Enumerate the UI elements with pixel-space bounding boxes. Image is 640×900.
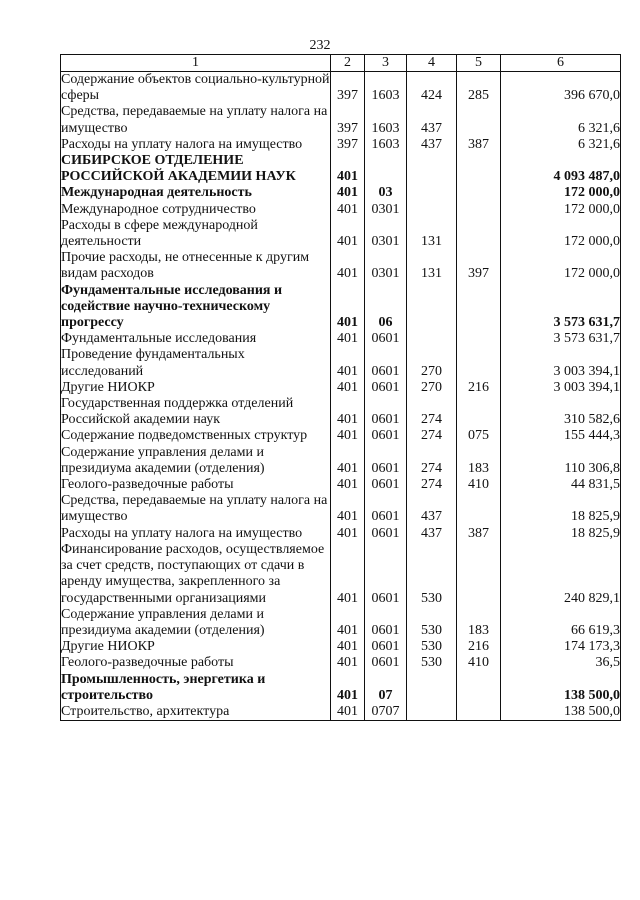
table-row: [61, 526, 621, 542]
amount-cell: 18 825,9: [501, 493, 621, 525]
target-code-cell: 274: [407, 428, 457, 444]
ministry-code-cell: 401: [331, 542, 365, 607]
item-name-cell: Расходы на уплату налога на имущество: [61, 526, 331, 542]
table-row: [61, 704, 621, 721]
column-header: 6: [501, 55, 621, 72]
section-code-cell: 0601: [365, 396, 407, 428]
column-header: 4: [407, 55, 457, 72]
amount-cell: 174 173,3: [501, 639, 621, 655]
item-name-cell: Содержание управления делами и президиума академии (отделения): [61, 607, 331, 639]
target-code-cell: 131: [407, 218, 457, 250]
section-code-cell: 1603: [365, 72, 407, 105]
column-header: 2: [331, 55, 365, 72]
amount-cell: 240 829,1: [501, 542, 621, 607]
table-row: [61, 347, 621, 379]
target-code-cell: [407, 331, 457, 347]
ministry-code-cell: 401: [331, 202, 365, 218]
item-name-cell: Другие НИОКР: [61, 639, 331, 655]
table-row: [61, 428, 621, 444]
section-code-cell: 0601: [365, 655, 407, 671]
amount-cell: 172 000,0: [501, 185, 621, 201]
table-row: [61, 672, 621, 704]
expense-code-cell: [457, 493, 501, 525]
target-code-cell: [407, 153, 457, 185]
target-code-cell: [407, 202, 457, 218]
target-code-cell: 274: [407, 477, 457, 493]
section-code-cell: 0601: [365, 542, 407, 607]
table-row: [61, 396, 621, 428]
item-name-cell: Фундаментальные исследования: [61, 331, 331, 347]
section-code-cell: 07: [365, 672, 407, 704]
amount-cell: 3 003 394,1: [501, 380, 621, 396]
expense-code-cell: [457, 542, 501, 607]
target-code-cell: 274: [407, 396, 457, 428]
amount-cell: 396 670,0: [501, 72, 621, 105]
table-row: [61, 655, 621, 671]
page-number: 232: [309, 38, 331, 53]
expense-code-cell: [457, 153, 501, 185]
budget-table: [60, 54, 621, 721]
expense-code-cell: 183: [457, 445, 501, 477]
item-name-cell: Средства, передаваемые на уплату налога на имущество: [61, 104, 331, 136]
item-name-cell: Прочие расходы, не отнесенные к другим видам расходов: [61, 250, 331, 282]
item-name-cell: Геолого-разведочные работы: [61, 655, 331, 671]
section-code-cell: 03: [365, 185, 407, 201]
section-code-cell: 0301: [365, 218, 407, 250]
column-header: 3: [365, 55, 407, 72]
table-row: [61, 639, 621, 655]
section-code-cell: 0601: [365, 493, 407, 525]
section-code-cell: [365, 153, 407, 185]
target-code-cell: [407, 704, 457, 721]
ministry-code-cell: 401: [331, 704, 365, 721]
table-row: [61, 283, 621, 332]
table-row: [61, 153, 621, 185]
item-name-cell: Содержание управления делами и президиума академии (отделения): [61, 445, 331, 477]
target-code-cell: [407, 185, 457, 201]
amount-cell: 44 831,5: [501, 477, 621, 493]
expense-code-cell: 410: [457, 477, 501, 493]
ministry-code-cell: 401: [331, 250, 365, 282]
expense-code-cell: [457, 202, 501, 218]
item-name-cell: Финансирование расходов, осуществляемое за счет средств, поступающих от сдачи в аренду имущества, закрепленного за государственными организациями: [61, 542, 331, 607]
expense-code-cell: 285: [457, 72, 501, 105]
ministry-code-cell: 401: [331, 526, 365, 542]
item-name-cell: Международное сотрудничество: [61, 202, 331, 218]
expense-code-cell: 216: [457, 639, 501, 655]
ministry-code-cell: 397: [331, 72, 365, 105]
ministry-code-cell: 397: [331, 137, 365, 153]
item-name-cell: Проведение фундаментальных исследований: [61, 347, 331, 379]
table-row: [61, 607, 621, 639]
section-code-cell: 0601: [365, 639, 407, 655]
expense-code-cell: 387: [457, 137, 501, 153]
ministry-code-cell: 401: [331, 347, 365, 379]
section-code-cell: 0601: [365, 445, 407, 477]
amount-cell: 110 306,8: [501, 445, 621, 477]
section-code-cell: 0601: [365, 477, 407, 493]
amount-cell: 6 321,6: [501, 104, 621, 136]
section-code-cell: 0301: [365, 202, 407, 218]
expense-code-cell: 397: [457, 250, 501, 282]
item-name-cell: Строительство, архитектура: [61, 704, 331, 721]
ministry-code-cell: 397: [331, 104, 365, 136]
target-code-cell: 530: [407, 607, 457, 639]
ministry-code-cell: 401: [331, 331, 365, 347]
amount-cell: 3 003 394,1: [501, 347, 621, 379]
column-header: 1: [61, 55, 331, 72]
ministry-code-cell: 401: [331, 607, 365, 639]
table-row: [61, 493, 621, 525]
table-row: [61, 542, 621, 607]
amount-cell: 3 573 631,7: [501, 283, 621, 332]
target-code-cell: [407, 672, 457, 704]
section-code-cell: 0601: [365, 380, 407, 396]
table-row: [61, 104, 621, 136]
target-code-cell: 530: [407, 542, 457, 607]
ministry-code-cell: 401: [331, 283, 365, 332]
ministry-code-cell: 401: [331, 428, 365, 444]
expense-code-cell: 183: [457, 607, 501, 639]
section-code-cell: 1603: [365, 104, 407, 136]
item-name-cell: Средства, передаваемые на уплату налога на имущество: [61, 493, 331, 525]
target-code-cell: [407, 283, 457, 332]
table-row: [61, 380, 621, 396]
target-code-cell: 270: [407, 347, 457, 379]
table-row: [61, 445, 621, 477]
amount-cell: 6 321,6: [501, 137, 621, 153]
section-code-cell: 0707: [365, 704, 407, 721]
item-name-cell: Промышленность, энергетика и строительство: [61, 672, 331, 704]
expense-code-cell: [457, 218, 501, 250]
expense-code-cell: 075: [457, 428, 501, 444]
expense-code-cell: 410: [457, 655, 501, 671]
header-row: [61, 55, 621, 72]
target-code-cell: 530: [407, 639, 457, 655]
amount-cell: 138 500,0: [501, 704, 621, 721]
expense-code-cell: [457, 347, 501, 379]
target-code-cell: 437: [407, 104, 457, 136]
section-code-cell: 0601: [365, 428, 407, 444]
ministry-code-cell: 401: [331, 380, 365, 396]
table-row: [61, 331, 621, 347]
ministry-code-cell: 401: [331, 153, 365, 185]
target-code-cell: 270: [407, 380, 457, 396]
expense-code-cell: [457, 331, 501, 347]
ministry-code-cell: 401: [331, 493, 365, 525]
expense-code-cell: [457, 396, 501, 428]
amount-cell: 172 000,0: [501, 250, 621, 282]
ministry-code-cell: 401: [331, 185, 365, 201]
item-name-cell: Расходы в сфере международной деятельности: [61, 218, 331, 250]
table-header: [61, 55, 621, 72]
target-code-cell: 437: [407, 137, 457, 153]
table-row: [61, 185, 621, 201]
amount-cell: 66 619,3: [501, 607, 621, 639]
section-code-cell: 06: [365, 283, 407, 332]
amount-cell: 4 093 487,0: [501, 153, 621, 185]
item-name-cell: Расходы на уплату налога на имущество: [61, 137, 331, 153]
amount-cell: 172 000,0: [501, 202, 621, 218]
table-row: [61, 250, 621, 282]
target-code-cell: 437: [407, 526, 457, 542]
amount-cell: 36,5: [501, 655, 621, 671]
expense-code-cell: [457, 283, 501, 332]
ministry-code-cell: 401: [331, 655, 365, 671]
column-header: 5: [457, 55, 501, 72]
section-code-cell: 0301: [365, 250, 407, 282]
item-name-cell: Другие НИОКР: [61, 380, 331, 396]
expense-code-cell: 387: [457, 526, 501, 542]
expense-code-cell: [457, 672, 501, 704]
expense-code-cell: 216: [457, 380, 501, 396]
table-row: [61, 202, 621, 218]
table-row: [61, 477, 621, 493]
expense-code-cell: [457, 185, 501, 201]
amount-cell: 172 000,0: [501, 218, 621, 250]
amount-cell: 155 444,3: [501, 428, 621, 444]
item-name-cell: Государственная поддержка отделений Российской академии наук: [61, 396, 331, 428]
table-body: [61, 72, 621, 721]
section-code-cell: 0601: [365, 526, 407, 542]
item-name-cell: Фундаментальные исследования и содействие научно-техническому прогрессу: [61, 283, 331, 332]
ministry-code-cell: 401: [331, 396, 365, 428]
target-code-cell: 530: [407, 655, 457, 671]
section-code-cell: 0601: [365, 331, 407, 347]
table-row: [61, 137, 621, 153]
table-row: [61, 218, 621, 250]
target-code-cell: 437: [407, 493, 457, 525]
target-code-cell: 131: [407, 250, 457, 282]
target-code-cell: 424: [407, 72, 457, 105]
amount-cell: 310 582,6: [501, 396, 621, 428]
amount-cell: 138 500,0: [501, 672, 621, 704]
ministry-code-cell: 401: [331, 639, 365, 655]
expense-code-cell: [457, 104, 501, 136]
ministry-code-cell: 401: [331, 672, 365, 704]
ministry-code-cell: 401: [331, 218, 365, 250]
ministry-code-cell: 401: [331, 445, 365, 477]
item-name-cell: Геолого-разведочные работы: [61, 477, 331, 493]
item-name-cell: Содержание подведомственных структур: [61, 428, 331, 444]
expense-code-cell: [457, 704, 501, 721]
item-name-cell: СИБИРСКОЕ ОТДЕЛЕНИЕ РОССИЙСКОЙ АКАДЕМИИ НАУК: [61, 153, 331, 185]
section-code-cell: 0601: [365, 347, 407, 379]
section-code-cell: 1603: [365, 137, 407, 153]
amount-cell: 3 573 631,7: [501, 331, 621, 347]
ministry-code-cell: 401: [331, 477, 365, 493]
item-name-cell: Содержание объектов социально-культурной сферы: [61, 72, 330, 104]
item-name-cell: Международная деятельность: [61, 185, 331, 201]
target-code-cell: 274: [407, 445, 457, 477]
table-row: [61, 72, 621, 105]
section-code-cell: 0601: [365, 607, 407, 639]
amount-cell: 18 825,9: [501, 526, 621, 542]
